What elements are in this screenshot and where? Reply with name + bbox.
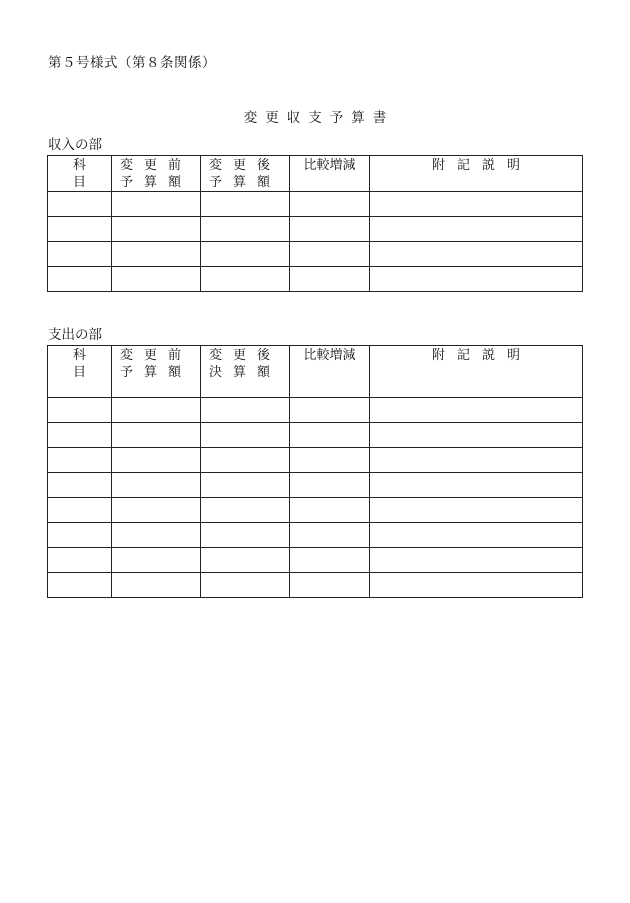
cell-after[interactable] bbox=[201, 498, 290, 523]
expense-header-row bbox=[48, 346, 583, 398]
cell-difference[interactable] bbox=[290, 498, 370, 523]
cell-notes[interactable] bbox=[370, 498, 583, 523]
cell-before[interactable] bbox=[112, 423, 201, 448]
cell-before[interactable] bbox=[112, 448, 201, 473]
cell-before[interactable] bbox=[112, 548, 201, 573]
form-number: 第５号様式（第８条関係） bbox=[48, 55, 216, 71]
header-before-budget bbox=[112, 346, 201, 398]
cell-difference[interactable] bbox=[290, 192, 370, 217]
cell-subject[interactable] bbox=[48, 217, 112, 242]
header-before-line1: 変更前 bbox=[119, 158, 192, 173]
document-title: 変更収支予算書 bbox=[243, 110, 395, 126]
header-after-line2: 決算額 bbox=[208, 365, 281, 380]
income-section-label: 収入の部 bbox=[48, 137, 102, 153]
cell-after[interactable] bbox=[201, 573, 290, 598]
cell-notes[interactable] bbox=[370, 267, 583, 292]
header-difference: 比較増減 bbox=[290, 346, 370, 398]
cell-difference[interactable] bbox=[290, 573, 370, 598]
cell-notes[interactable] bbox=[370, 242, 583, 267]
cell-notes[interactable] bbox=[370, 192, 583, 217]
table-row bbox=[48, 498, 583, 523]
cell-before[interactable] bbox=[112, 192, 201, 217]
header-subject: 科目 bbox=[48, 346, 112, 398]
cell-subject[interactable] bbox=[48, 423, 112, 448]
cell-before[interactable] bbox=[112, 573, 201, 598]
cell-before[interactable] bbox=[112, 473, 201, 498]
cell-after[interactable] bbox=[201, 267, 290, 292]
cell-notes[interactable] bbox=[370, 573, 583, 598]
cell-before[interactable] bbox=[112, 523, 201, 548]
header-after-settlement bbox=[201, 346, 290, 398]
expense-section-label: 支出の部 bbox=[48, 327, 102, 343]
table-row bbox=[48, 398, 583, 423]
cell-subject[interactable] bbox=[48, 448, 112, 473]
cell-subject[interactable] bbox=[48, 573, 112, 598]
cell-after[interactable] bbox=[201, 523, 290, 548]
header-before-line1: 変更前 bbox=[119, 348, 192, 363]
cell-after[interactable] bbox=[201, 548, 290, 573]
table-row bbox=[48, 192, 583, 217]
cell-subject[interactable] bbox=[48, 498, 112, 523]
cell-difference[interactable] bbox=[290, 448, 370, 473]
table-row bbox=[48, 473, 583, 498]
cell-difference[interactable] bbox=[290, 473, 370, 498]
cell-before[interactable] bbox=[112, 398, 201, 423]
header-subject: 科目 bbox=[48, 156, 112, 192]
cell-after[interactable] bbox=[201, 423, 290, 448]
cell-subject[interactable] bbox=[48, 242, 112, 267]
cell-notes[interactable] bbox=[370, 217, 583, 242]
table-row bbox=[48, 573, 583, 598]
table-row bbox=[48, 242, 583, 267]
table-row bbox=[48, 548, 583, 573]
header-before-line2: 予算額 bbox=[119, 175, 192, 190]
income-table bbox=[47, 155, 583, 292]
table-row bbox=[48, 217, 583, 242]
header-before-line2: 予算額 bbox=[119, 365, 192, 380]
cell-difference[interactable] bbox=[290, 523, 370, 548]
header-notes: 附記説明 bbox=[370, 156, 583, 192]
table-row bbox=[48, 267, 583, 292]
cell-notes[interactable] bbox=[370, 473, 583, 498]
cell-subject[interactable] bbox=[48, 398, 112, 423]
header-notes: 附記説明 bbox=[370, 346, 583, 398]
cell-subject[interactable] bbox=[48, 523, 112, 548]
cell-before[interactable] bbox=[112, 267, 201, 292]
cell-subject[interactable] bbox=[48, 548, 112, 573]
cell-subject[interactable] bbox=[48, 192, 112, 217]
expense-table bbox=[47, 345, 583, 598]
cell-notes[interactable] bbox=[370, 523, 583, 548]
header-after-budget bbox=[201, 156, 290, 192]
table-row bbox=[48, 448, 583, 473]
income-header-row bbox=[48, 156, 583, 192]
cell-notes[interactable] bbox=[370, 398, 583, 423]
cell-difference[interactable] bbox=[290, 548, 370, 573]
cell-before[interactable] bbox=[112, 217, 201, 242]
cell-difference[interactable] bbox=[290, 217, 370, 242]
cell-difference[interactable] bbox=[290, 242, 370, 267]
cell-notes[interactable] bbox=[370, 548, 583, 573]
cell-subject[interactable] bbox=[48, 267, 112, 292]
cell-before[interactable] bbox=[112, 498, 201, 523]
table-row bbox=[48, 423, 583, 448]
cell-difference[interactable] bbox=[290, 398, 370, 423]
cell-difference[interactable] bbox=[290, 267, 370, 292]
cell-after[interactable] bbox=[201, 398, 290, 423]
cell-after[interactable] bbox=[201, 217, 290, 242]
cell-after[interactable] bbox=[201, 242, 290, 267]
table-row bbox=[48, 523, 583, 548]
cell-after[interactable] bbox=[201, 473, 290, 498]
header-after-line2: 予算額 bbox=[208, 175, 281, 190]
cell-subject[interactable] bbox=[48, 473, 112, 498]
cell-after[interactable] bbox=[201, 192, 290, 217]
cell-difference[interactable] bbox=[290, 423, 370, 448]
cell-after[interactable] bbox=[201, 448, 290, 473]
cell-notes[interactable] bbox=[370, 423, 583, 448]
cell-notes[interactable] bbox=[370, 448, 583, 473]
header-before-budget bbox=[112, 156, 201, 192]
header-difference: 比較増減 bbox=[290, 156, 370, 192]
header-after-line1: 変更後 bbox=[208, 158, 281, 173]
cell-before[interactable] bbox=[112, 242, 201, 267]
header-after-line1: 変更後 bbox=[208, 348, 281, 363]
